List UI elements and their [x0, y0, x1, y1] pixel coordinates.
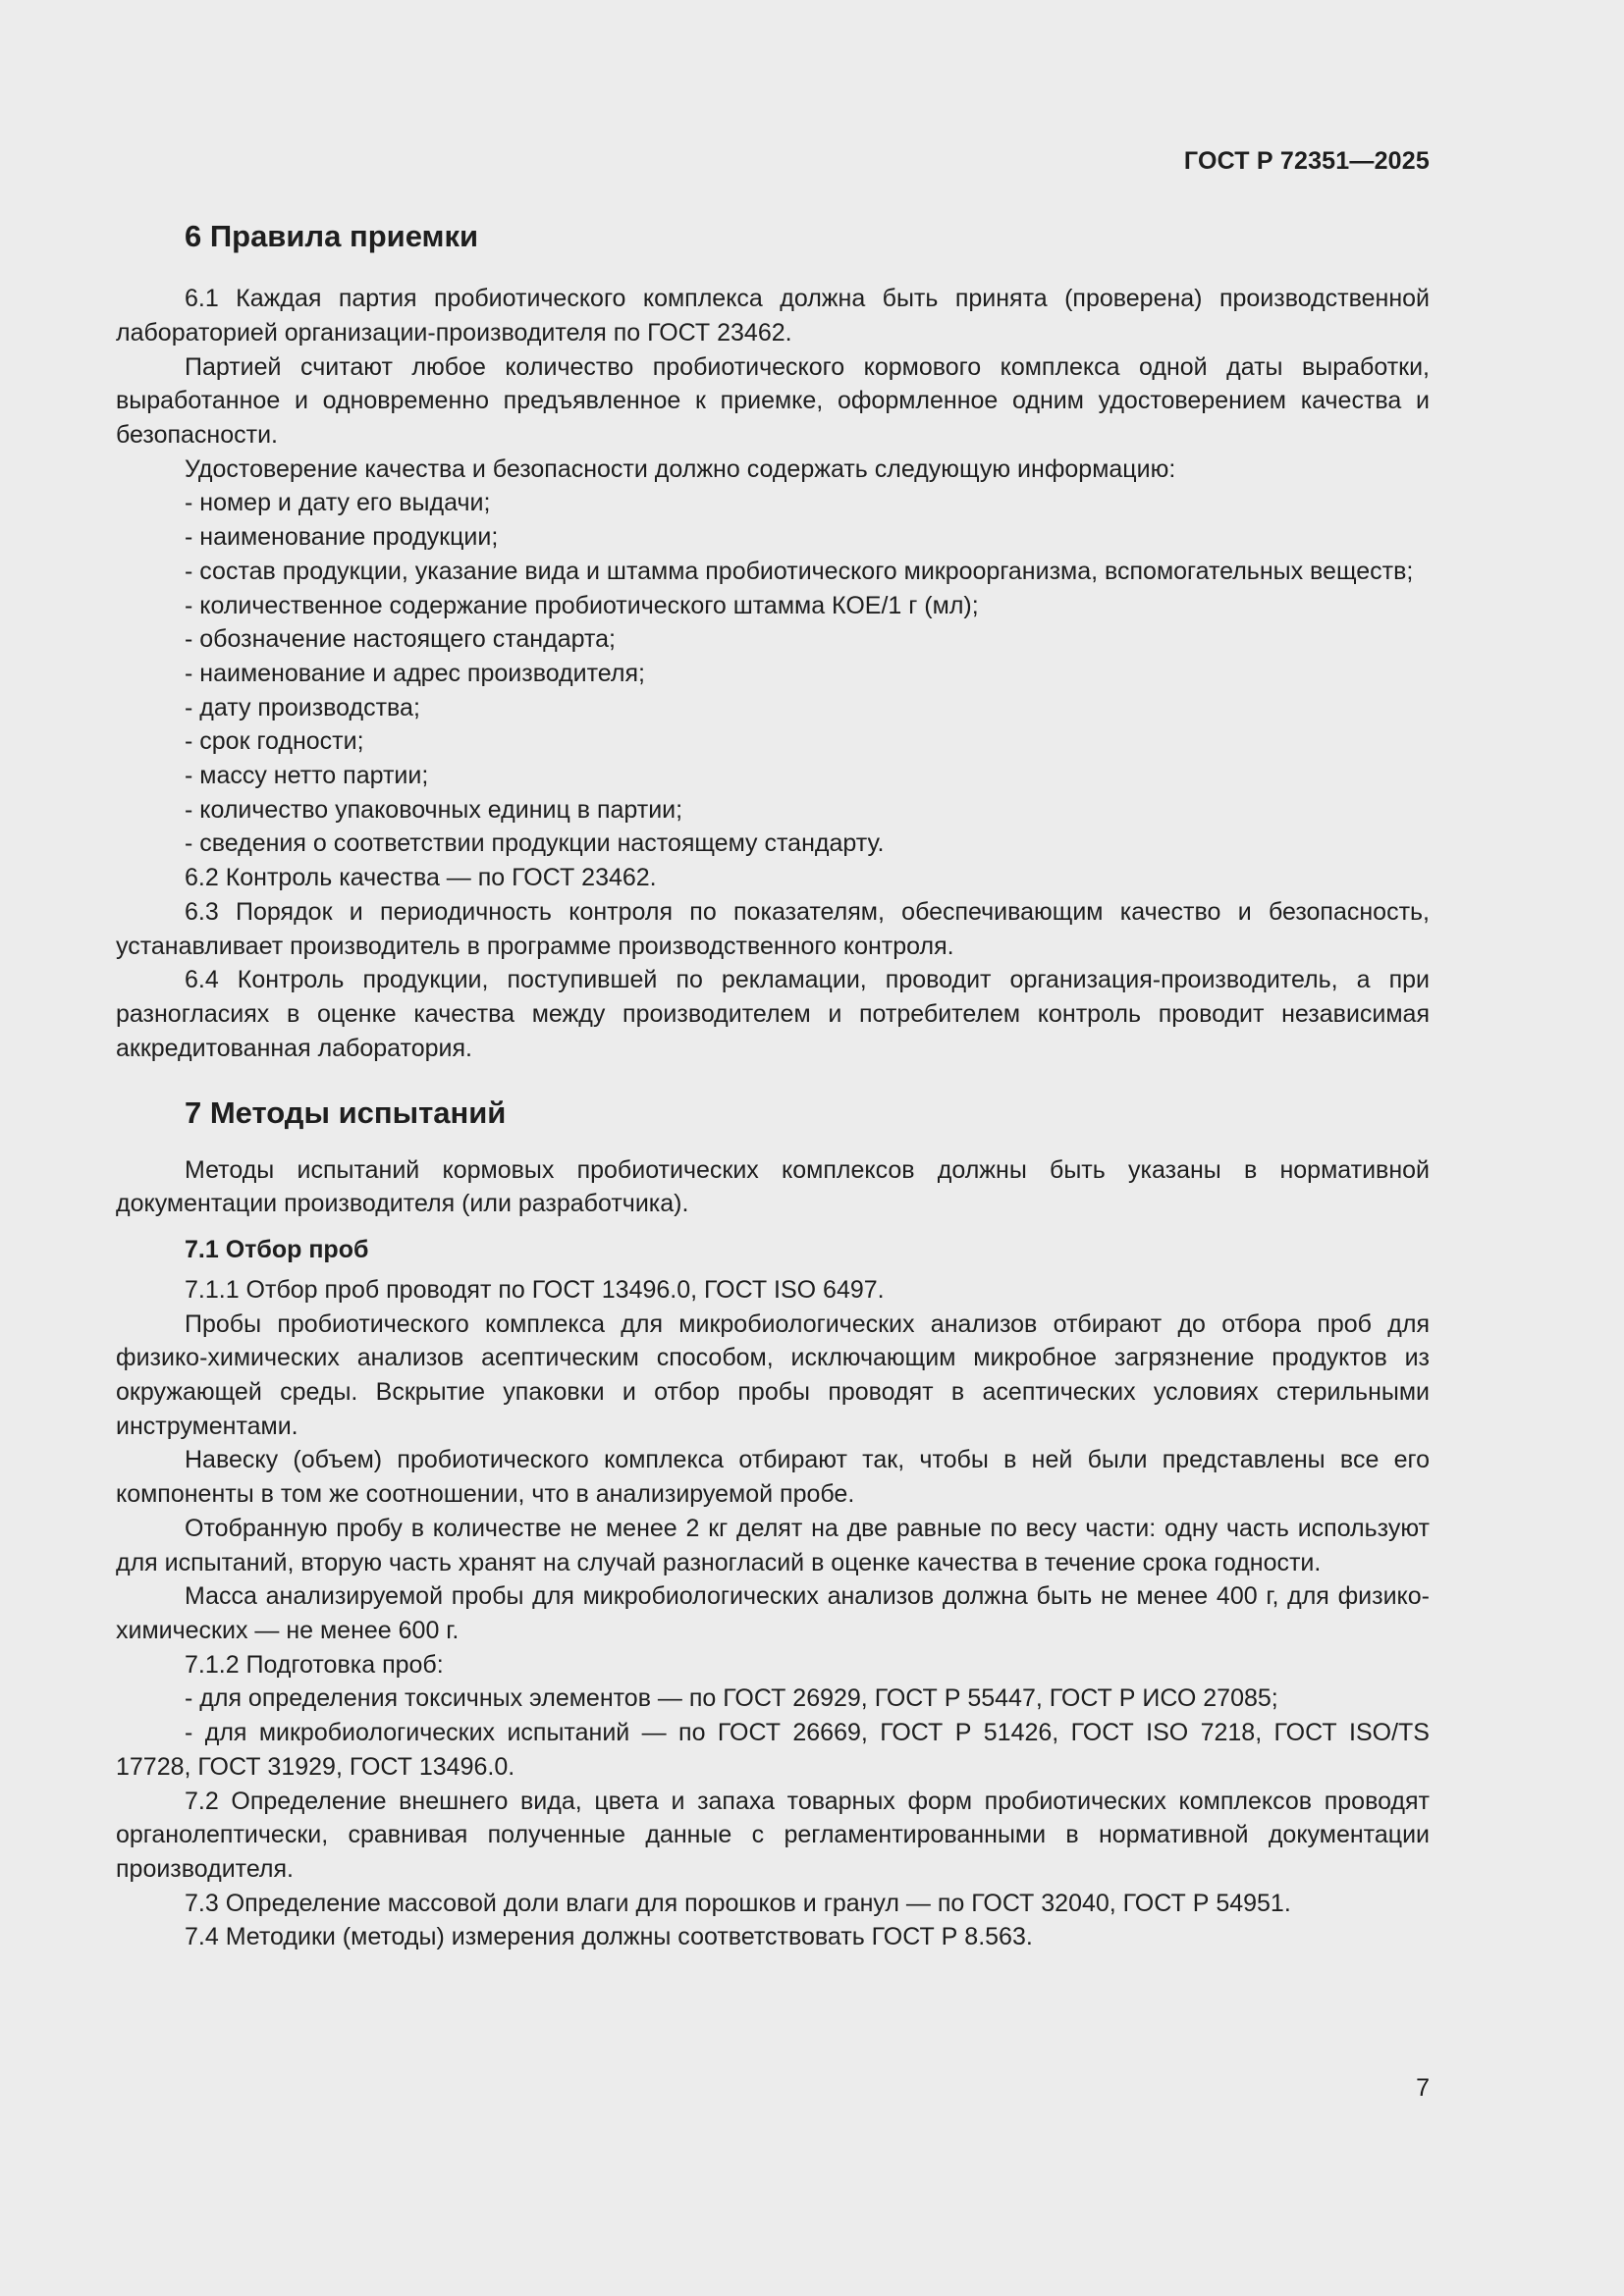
paragraph: Пробы пробиотического комплекса для микробиологических анализов отбирают до отбора проб для физико-химических анализов асептическим способом, исключающим микробное загрязнение продуктов из окружающей среды. Вскрытие упаковки и отбор пробы проводят в асептических условиях стерильными инструментами. [116, 1309, 1430, 1440]
list-item: - наименование и адрес производителя; [185, 659, 645, 687]
list-item: - количественное содержание пробиотического штамма КОЕ/1 г (мл); [185, 591, 979, 619]
paragraph-7-4: 7.4 Методики (методы) измерения должны соответствовать ГОСТ Р 8.563. [185, 1923, 1033, 1951]
section-6-title: 6 Правила приемки [185, 219, 479, 253]
list-item: - срок годности; [185, 727, 364, 756]
subsection-7-1-title: 7.1 Отбор проб [185, 1235, 369, 1263]
paragraph: Отобранную пробу в количестве не менее 2 кг делят на две равные по весу части: одну часть используют для испытаний, вторую часть хранят на случай разногласий в оценке качества в течение срока годности. [116, 1514, 1430, 1576]
list-item: - количество упаковочных единиц в партии; [185, 795, 683, 824]
document-code: ГОСТ Р 72351—2025 [1183, 147, 1430, 175]
paragraph-7-2: 7.2 Определение внешнего вида, цвета и запаха товарных форм пробиотических комплексов проводят органолептически, сравнивая полученные данные с регламентированными в нормативной документации производителя. [116, 1787, 1430, 1883]
paragraph: Удостоверение качества и безопасности должно содержать следующую информацию: [185, 454, 1176, 483]
paragraph: Партией считают любое количество пробиотического кормового комплекса одной даты выработки, выработанное и одновременно предъявленное к приемке, оформленное одним удостоверением качества и безопасности. [116, 352, 1430, 449]
page-number: 7 [1416, 2074, 1430, 2102]
section-7-intro: Методы испытаний кормовых пробиотических комплексов должны быть указаны в нормативной документации производителя (или разработчика). [116, 1155, 1430, 1218]
list-item: - для определения токсичных элементов — по ГОСТ 26929, ГОСТ Р 55447, ГОСТ Р ИСО 27085; [185, 1684, 1278, 1713]
paragraph-7-1-1: 7.1.1 Отбор проб проводят по ГОСТ 13496.0, ГОСТ ISO 6497. [185, 1275, 885, 1304]
list-item: - массу нетто партии; [185, 762, 429, 790]
list-item: - состав продукции, указание вида и штамма пробиотического микроорганизма, вспомогательных веществ; [185, 557, 1414, 585]
list-item: - для микробиологических испытаний — по ГОСТ 26669, ГОСТ Р 51426, ГОСТ ISO 7218, ГОСТ ISO/TS 17728, ГОСТ 31929, ГОСТ 13496.0. [116, 1719, 1430, 1781]
list-item: - номер и дату его выдачи; [185, 489, 491, 517]
paragraph: Масса анализируемой пробы для микробиологических анализов должна быть не менее 400 г, для физико-химических — не менее 600 г. [116, 1582, 1430, 1644]
page-content [116, 218, 1430, 1954]
paragraph-6-4: 6.4 Контроль продукции, поступившей по рекламации, проводит организация-производитель, а при разногласиях в оценке качества между производителем и потребителем контроль проводит независимая аккредитованная лаборатория. [116, 966, 1430, 1062]
paragraph-7-3: 7.3 Определение массовой доли влаги для порошков и гранул — по ГОСТ 32040, ГОСТ Р 54951. [185, 1889, 1291, 1917]
paragraph: Навеску (объем) пробиотического комплекса отбирают так, чтобы в ней были представлены все его компоненты в том же соотношении, что в анализируемой пробе. [116, 1446, 1430, 1509]
list-item: - сведения о соответствии продукции настоящему стандарту. [185, 829, 885, 858]
section-7-title: 7 Методы испытаний [185, 1095, 507, 1131]
paragraph-6-1: 6.1 Каждая партия пробиотического комплекса должна быть принята (проверена) производственной лабораторией организации-производителя по ГОСТ 23462. [116, 285, 1430, 347]
paragraph-6-3: 6.3 Порядок и периодичность контроля по показателям, обеспечивающим качество и безопасность, устанавливает производитель в программе производственного контроля. [116, 897, 1430, 960]
list-item: - наименование продукции; [185, 523, 499, 552]
list-item: - обозначение настоящего стандарта; [185, 625, 616, 654]
paragraph-7-1-2: 7.1.2 Подготовка проб: [185, 1650, 444, 1679]
list-item: - дату производства; [185, 693, 420, 721]
paragraph-6-2: 6.2 Контроль качества — по ГОСТ 23462. [185, 864, 657, 892]
